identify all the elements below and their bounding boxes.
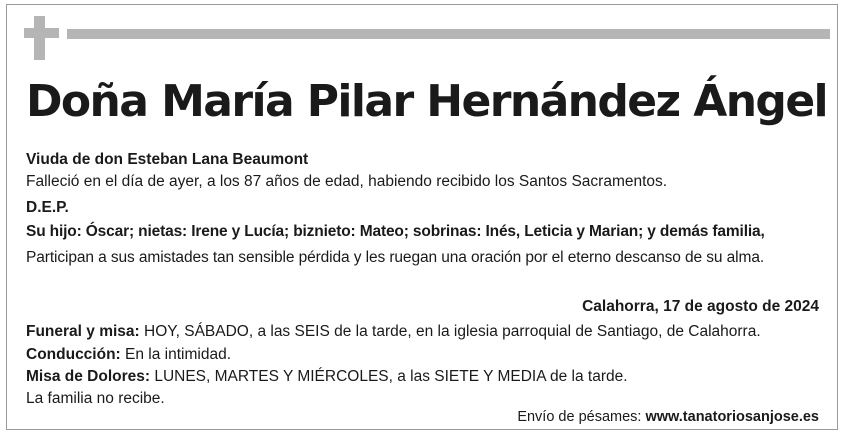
dep-line: D.E.P.: [26, 199, 69, 216]
family-line: Su hijo: Óscar; nietas: Irene y Lucía; biznieto: Mateo; sobrinas: Inés, Leticia y Marian; y demás familia,: [26, 223, 765, 240]
widow-line: Viuda de don Esteban Lana Beaumont: [26, 151, 309, 168]
detail-text: HOY, SÁBADO, a las SEIS de la tarde, en la iglesia parroquial de Santiago, de Calahorra.: [139, 323, 761, 340]
detail-conduccion: [26, 345, 231, 365]
detail-label: Conducción:: [26, 346, 121, 363]
cross-icon-arm: [24, 28, 59, 38]
no-receive-line: La familia no recibe.: [26, 390, 165, 407]
detail-misa-dolores: [26, 367, 628, 387]
condolences-url[interactable]: www.tanatoriosanjose.es: [645, 409, 819, 425]
cross-icon: [34, 16, 45, 60]
death-line: Falleció en el día de ayer, a los 87 años de edad, habiendo recibido los Santos Sacramentos.: [26, 173, 668, 190]
detail-text: LUNES, MARTES Y MIÉRCOLES, a las SIETE Y MEDIA de la tarde.: [150, 368, 628, 385]
place-date: Calahorra, 17 de agosto de 2024: [582, 298, 819, 315]
request-line: Participan a sus amistades tan sensible pérdida y les ruegan una oración por el eterno descanso de su alma.: [26, 249, 765, 266]
detail-label: Funeral y misa:: [26, 323, 140, 340]
deceased-name: Doña María Pilar Hernández Ángel: [26, 76, 828, 127]
condolences-line: [517, 407, 819, 427]
condolences-label: Envío de pésames:: [517, 409, 646, 425]
detail-text: En la intimidad.: [120, 346, 231, 363]
header-rule: [67, 29, 830, 39]
detail-label: Misa de Dolores:: [26, 368, 151, 385]
detail-funeral: [26, 322, 761, 342]
